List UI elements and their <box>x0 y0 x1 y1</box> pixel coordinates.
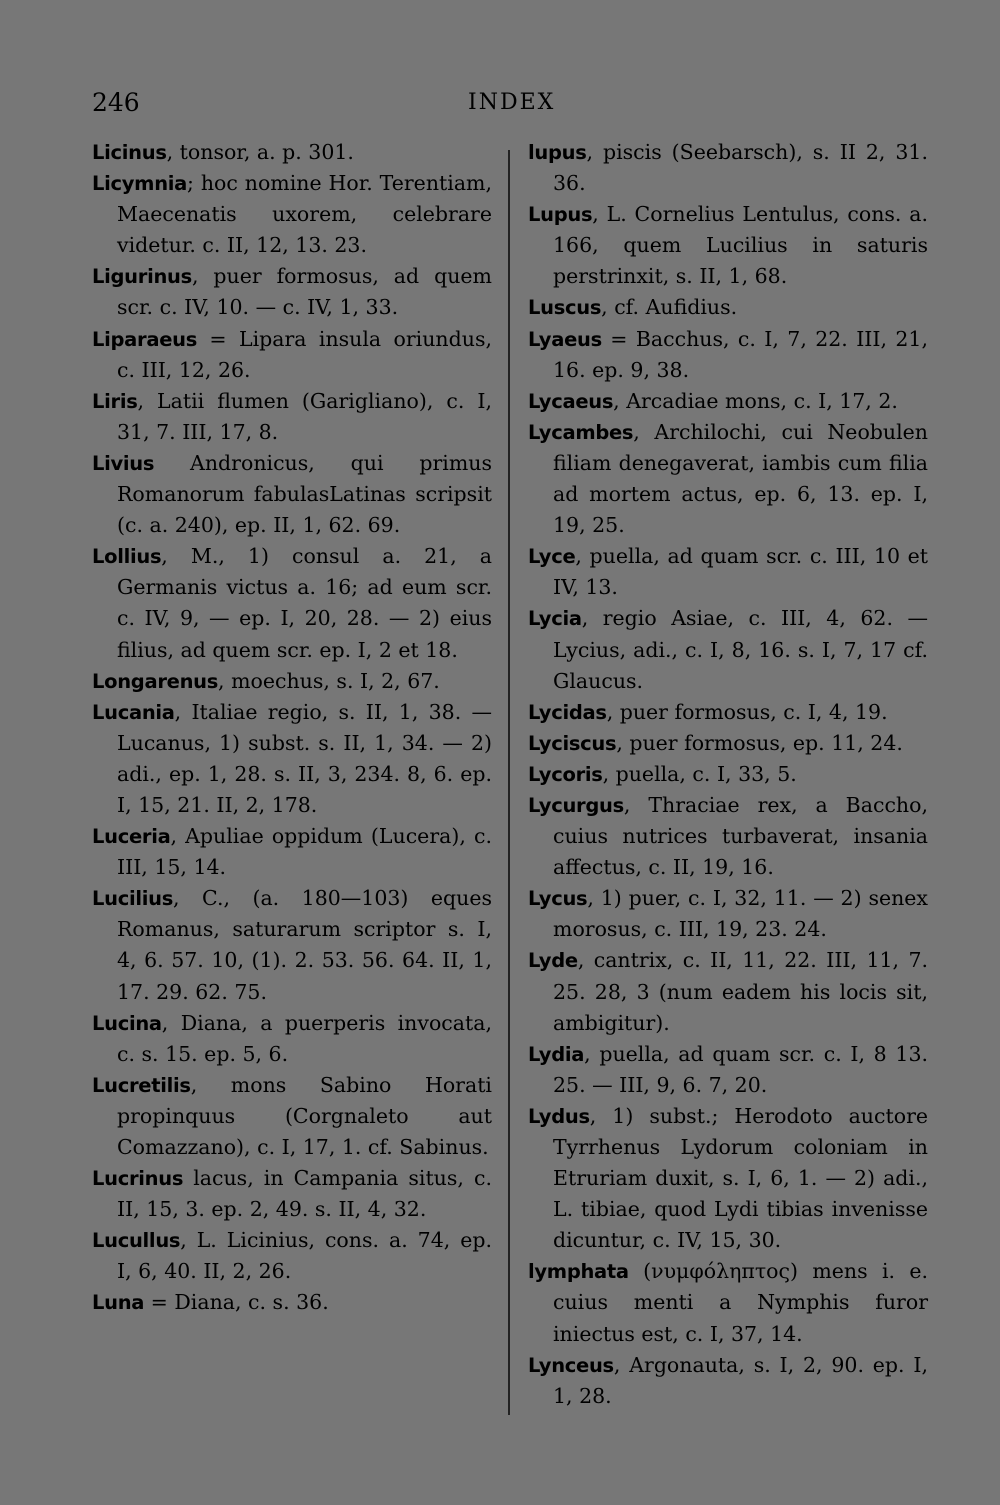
headword: Lycidas <box>528 700 607 724</box>
index-entry <box>528 883 928 945</box>
headword: Lydus <box>528 1104 590 1128</box>
index-entry <box>528 790 928 883</box>
entry-text: , 1) puer, c. I, 32, 11. — 2) senex morosus, c. III, 19, 23. 24. <box>553 886 928 942</box>
index-entry <box>92 883 492 1007</box>
entry-text: , regio Asiae, c. III, 4, 62. — Lycius, adi., c. I, 8, 16. s. I, 7, 17 cf. Glaucus. <box>553 606 928 693</box>
index-entry <box>92 1225 492 1287</box>
index-entry <box>528 759 928 790</box>
index-entry <box>528 945 928 1038</box>
entry-text: , Diana, a puerperis invocata, c. s. 15. ep. 5, 6. <box>117 1010 492 1066</box>
headword: Luscus <box>528 296 602 320</box>
entry-text: , cf. Aufidius. <box>601 295 738 320</box>
index-entry <box>92 324 492 386</box>
entry-text: , puella, ad quam scr. c. I, 8 13. 25. — III, 9, 6. 7, 20. <box>553 1041 928 1097</box>
headword: Lucina <box>92 1011 162 1035</box>
entry-text: , tonsor, a. p. 301. <box>166 140 354 164</box>
index-column-right <box>528 137 928 1412</box>
index-entry <box>528 386 928 417</box>
entry-text: = Bacchus, c. I, 7, 22. III, 21, 16. ep. 9, 38. <box>553 326 928 382</box>
entry-text: , puella, ad quam scr. c. III, 10 et IV, 13. <box>553 544 928 600</box>
entry-text: , mons Sabino Horati propinquus (Corgnaleto aut Comazzano), c. I, 17, 1. cf. Sabinus. <box>117 1072 492 1159</box>
entry-text: = Lipara insula oriundus, c. III, 12, 26. <box>117 326 492 382</box>
headword: Lynceus <box>528 1353 614 1377</box>
entry-text: , Apuliae oppidum (Lucera), c. III, 15, 14. <box>117 824 492 880</box>
headword: Livius <box>92 451 155 475</box>
index-entry <box>92 168 492 261</box>
index-entry <box>92 1163 492 1225</box>
headword: Lucrinus <box>92 1167 184 1191</box>
headword: Lyce <box>528 545 576 569</box>
entry-text: , Argonauta, s. I, 2, 90. ep. I, 1, 28. <box>553 1352 928 1408</box>
entry-text: , 1) subst.; Herodoto auctore Tyrrhenus Lydorum coloniam in Etruriam duxit, s. I, 6, 1. — 2) adi., L. tibiae, quod Lydi tibias invenisse dicuntur, c. IV, 15, 30. <box>553 1103 928 1253</box>
running-head: INDEX <box>468 90 556 115</box>
headword: Lycoris <box>528 762 603 786</box>
entry-text: , Archilochi, cui Neobulen filiam denegaverat, iambis cum filia ad mortem actus, ep. 6, 13. ep. I, 19, 25. <box>553 419 928 538</box>
entry-text: ; hoc nomine Hor. Terentiam, Maecenatis uxorem, celebrare videtur. c. II, 12, 13. 23. <box>117 171 492 258</box>
index-entry <box>92 541 492 665</box>
index-entry <box>528 1350 928 1412</box>
headword: lupus <box>528 141 587 164</box>
headword: Ligurinus <box>92 265 192 289</box>
headword: Lucretilis <box>92 1073 191 1097</box>
headword: Lycambes <box>528 420 634 444</box>
entry-text: , puer formosus, ep. 11, 24. <box>616 730 903 755</box>
index-entry <box>92 666 492 697</box>
headword: Liparaeus <box>92 327 198 351</box>
entry-text: , L. Cornelius Lentulus, cons. a. 166, quem Lucilius in saturis perstrinxit, s. II, 1, 68. <box>553 202 928 289</box>
entry-text: (νυμφόληπτος) mens i. e. cuius menti a Nymphis furor iniectus est, c. I, 37, 14. <box>553 1259 928 1346</box>
index-entry <box>528 697 928 728</box>
headword: Lucilius <box>92 887 174 911</box>
headword: Lucullus <box>92 1229 181 1253</box>
index-entry <box>92 821 492 883</box>
index-entry <box>528 137 928 199</box>
entry-text: , Arcadiae mons, c. I, 17, 2. <box>613 388 898 413</box>
entry-text: , M., 1) consul a. 21, a Germanis victus a. 16; ad eum scr. c. IV, 9, — ep. I, 20, 28. — 2) eius filius, ad quem scr. ep. I, 2 et 18. <box>117 544 492 662</box>
index-entry <box>528 292 928 323</box>
index-entry <box>528 728 928 759</box>
headword: Lupus <box>528 203 593 227</box>
column-divider <box>508 150 510 1415</box>
headword: Lyaeus <box>528 327 602 351</box>
headword: Lyde <box>528 949 578 973</box>
index-entry <box>528 1256 928 1349</box>
headword: Lycus <box>528 887 588 911</box>
headword: Luceria <box>92 825 171 849</box>
index-entry <box>528 541 928 603</box>
entry-text: lacus, in Campania situs, c. II, 15, 3. ep. 2, 49. s. II, 4, 32. <box>117 1166 492 1222</box>
index-entry <box>528 603 928 696</box>
index-entry <box>528 199 928 292</box>
page-number: 246 <box>92 88 140 117</box>
headword: Lucania <box>92 700 175 724</box>
index-entry <box>92 448 492 541</box>
entry-text: , puer formosus, c. I, 4, 19. <box>606 699 888 724</box>
index-entry <box>528 1039 928 1101</box>
index-entry <box>92 697 492 821</box>
index-entry <box>92 1287 492 1318</box>
index-entry <box>92 386 492 448</box>
index-entry <box>528 324 928 386</box>
entry-text: = Diana, c. s. 36. <box>144 1290 329 1315</box>
headword: Liris <box>92 389 138 413</box>
entry-text: , puella, c. I, 33, 5. <box>602 761 797 786</box>
index-entry <box>92 1070 492 1163</box>
headword: Licymnia <box>92 172 188 196</box>
index-entry <box>92 137 492 168</box>
entry-text: , piscis (Seebarsch), s. II 2, 31. 36. <box>553 140 928 196</box>
entry-text: , Latii flumen (Garigliano), c. I, 31, 7. III, 17, 8. <box>117 388 492 444</box>
headword: Longarenus <box>92 669 219 693</box>
index-entry <box>92 1008 492 1070</box>
headword: Lycaeus <box>528 389 614 413</box>
entry-text: , Thraciae rex, a Baccho, cuius nutrices turbaverat, insania affectus, c. II, 19, 16. <box>553 792 928 880</box>
entry-text: , puer formosus, ad quem scr. c. IV, 10. — c. IV, 1, 33. <box>117 264 492 320</box>
headword: Licinus <box>92 141 167 164</box>
index-entry <box>528 1101 928 1256</box>
entry-text: , cantrix, c. II, 11, 22. III, 11, 7. 25. 28, 3 (num eadem his locis sit, ambigitur). <box>553 948 928 1035</box>
entry-text: , moechus, s. I, 2, 67. <box>218 668 440 693</box>
headword: Luna <box>92 1291 145 1315</box>
headword: Lydia <box>528 1042 585 1066</box>
entry-text: , Italiae regio, s. II, 1, 38. — Lucanus, 1) subst. s. II, 1, 34. — 2) adi., ep. 1, 28. s. II, 3, 234. 8, 6. ep. I, 15, 21. II, 2, 178. <box>117 699 492 817</box>
index-column-left <box>92 137 492 1319</box>
index-entry <box>528 417 928 541</box>
entry-text: , L. Licinius, cons. a. 74, ep. I, 6, 40. II, 2, 26. <box>117 1228 492 1284</box>
headword: Lollius <box>92 545 162 569</box>
headword: Lycia <box>528 607 582 631</box>
index-entry <box>92 261 492 323</box>
headword: Lyciscus <box>528 731 617 755</box>
entry-text: Andronicus, qui primus Romanorum fabulasLatinas scripsit (c. a. 240), ep. II, 1, 62. 69. <box>117 450 492 538</box>
headword: lymphata <box>528 1260 629 1284</box>
entry-text: , C., (a. 180—103) eques Romanus, saturarum scriptor s. I, 4, 6. 57. 10, (1). 2. 53. 56. 64. II, 1, 17. 29. 62. 75. <box>117 886 492 1004</box>
headword: Lycurgus <box>528 793 624 817</box>
